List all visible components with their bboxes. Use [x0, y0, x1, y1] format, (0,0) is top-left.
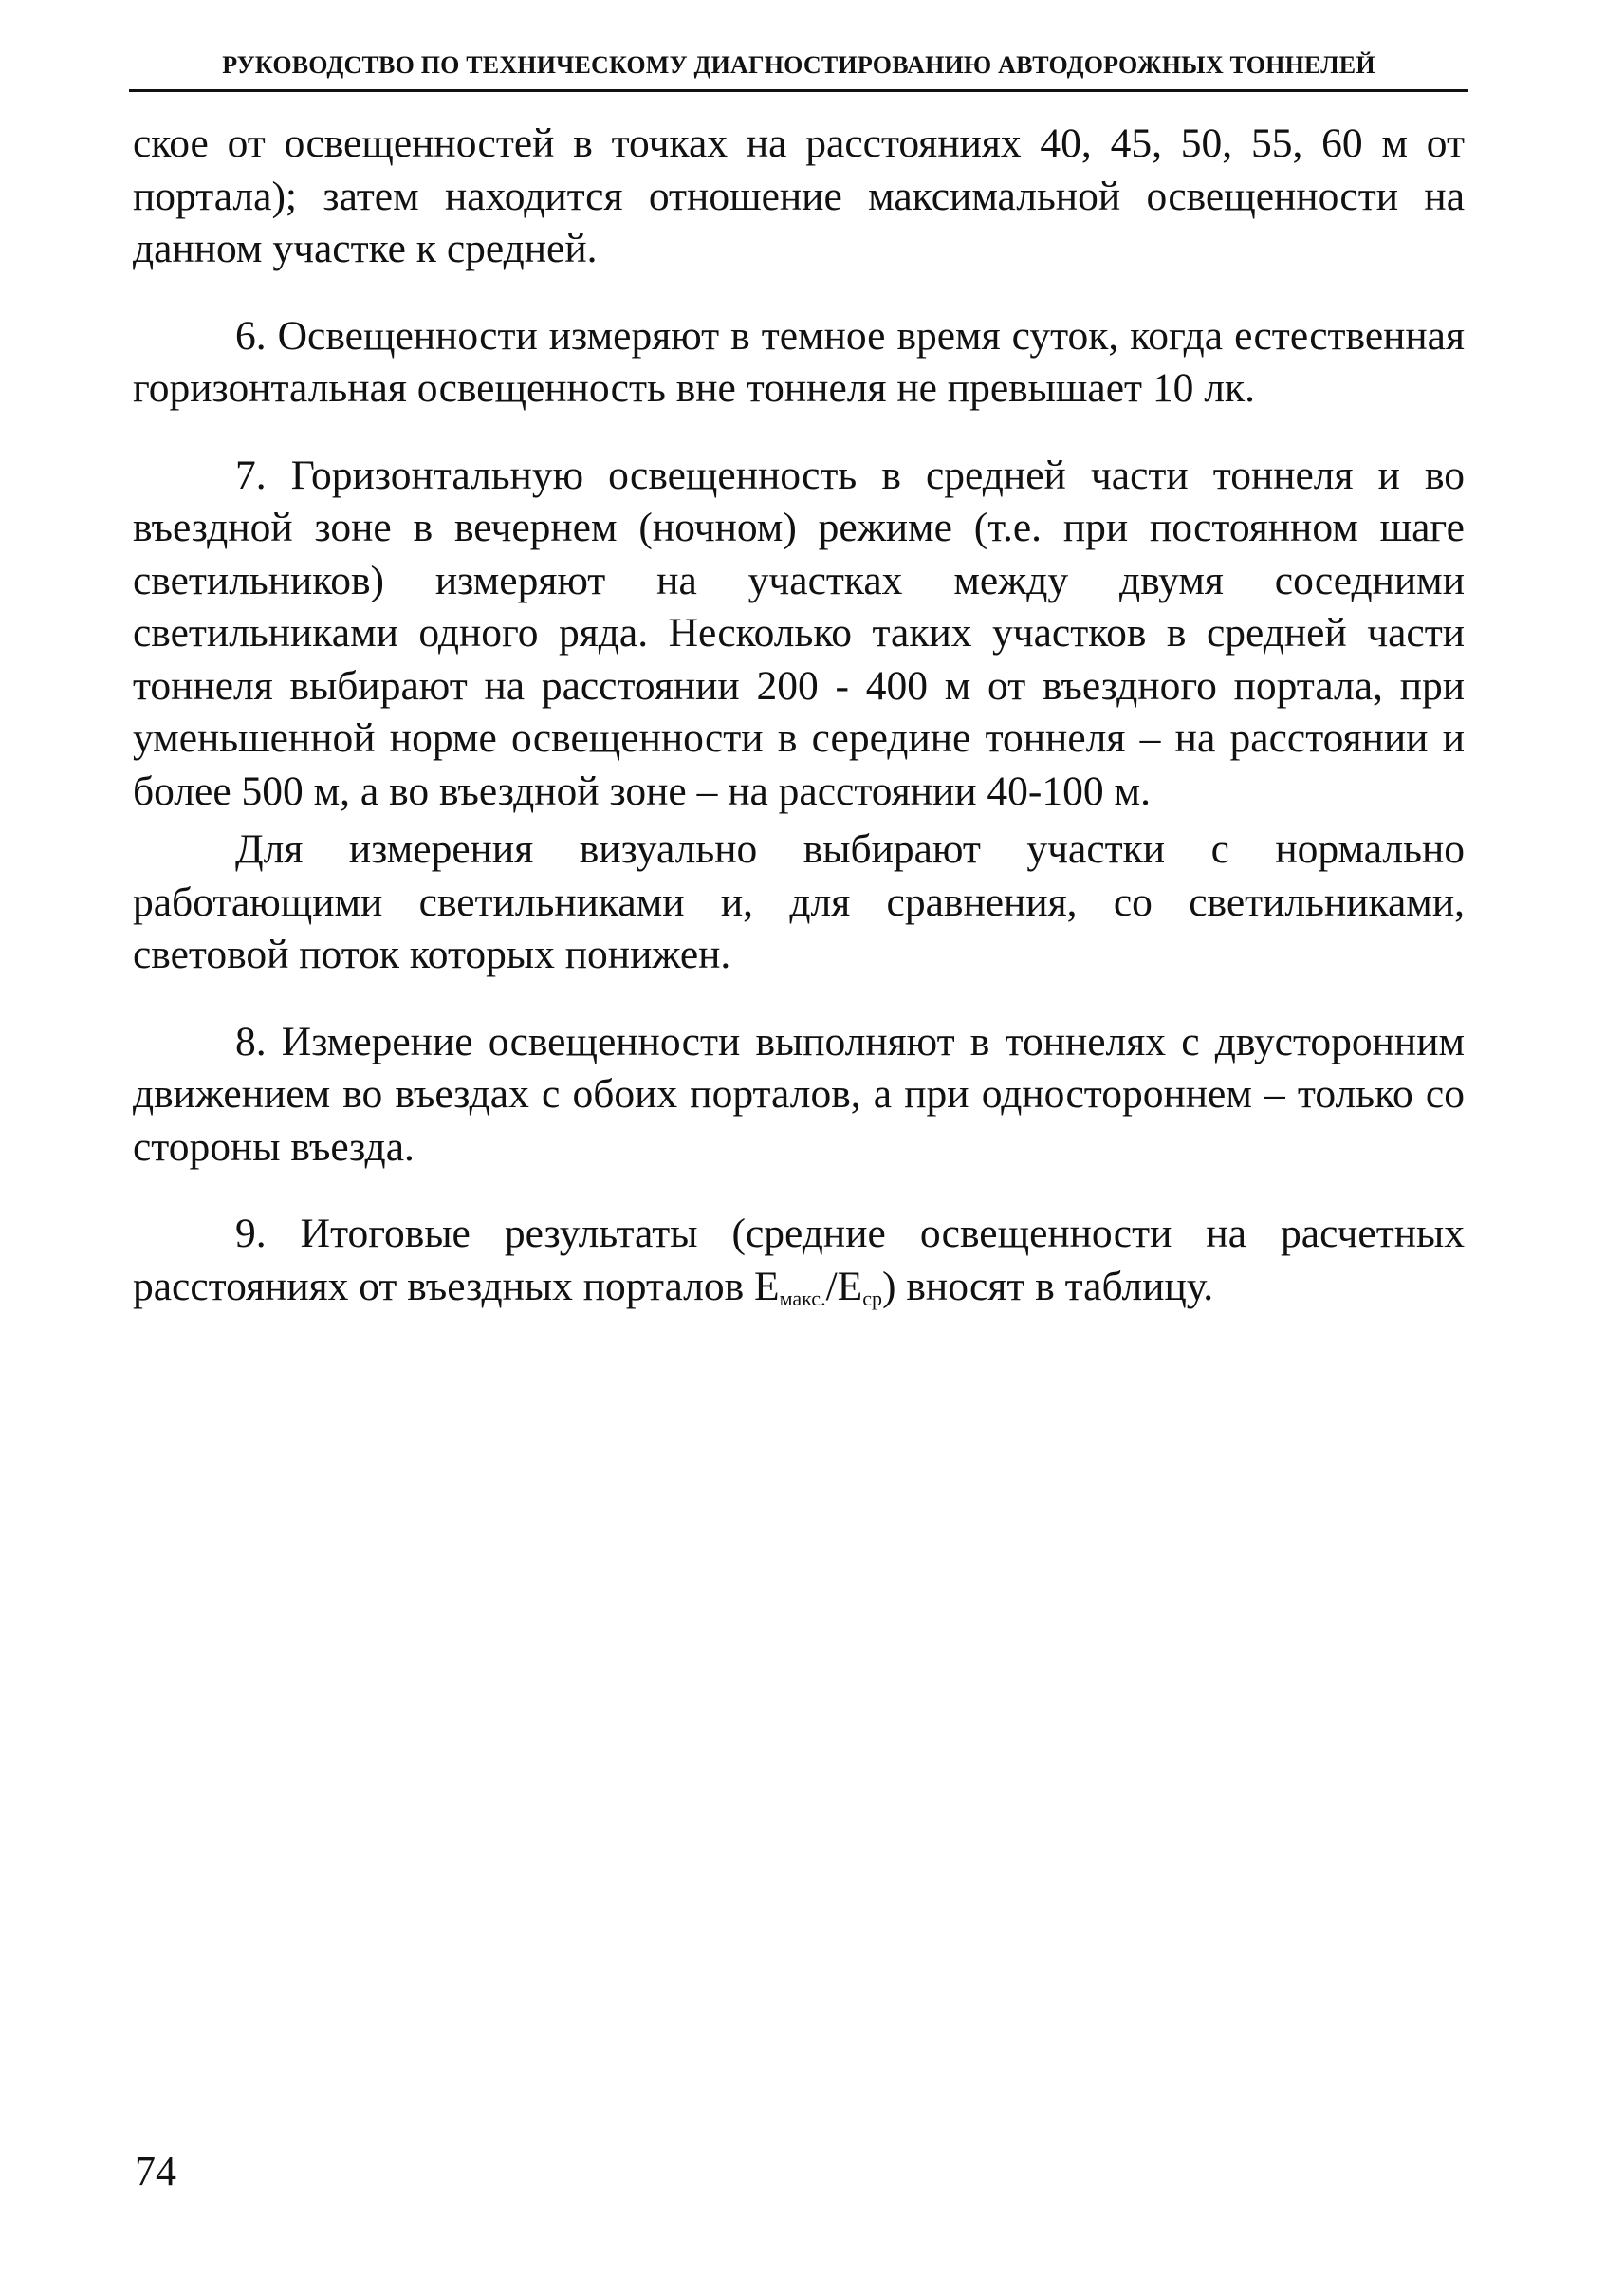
paragraph-9-text-end: ) вносят в таблицу. [882, 1263, 1214, 1309]
paragraph-8: 8. Измерение освещенности выполняют в тоннелях с двусторонним движением во въездах с обоих порталов, а при одностороннем – только со стороны въезда. [133, 1018, 1465, 1170]
paragraph-7: 7. Горизонтальную освещенность в средней части тоннеля и во въездной зоне в вечернем (ночном) режиме (т.е. при постоянном шаге светильников) измеряют на участках между двумя соседними светильниками одного ряда. Несколько таких участков в средней части тоннеля выбирают на расстоянии 200 - 400 м от въездного портала, при уменьшенной норме освещенности в середине тоннеля – на расстоянии и более 500 м, а во въездной зоне – на расстоянии 40-100 м. [133, 452, 1465, 814]
paragraph-9-text-start: 9. Итоговые результаты (средние освещенности на расчетных расстояниях от въездных порталов E [133, 1211, 1465, 1309]
paragraph-6: 6. Освещенности измеряют в темное время суток, когда естественная горизонтальная освещенность вне тоннеля не превышает 10 лк. [133, 312, 1465, 411]
page-number: 74 [135, 2148, 176, 2194]
running-header: РУКОВОДСТВО ПО ТЕХНИЧЕСКОМУ ДИАГНОСТИРОВАНИЮ АВТОДОРОЖНЫХ ТОННЕЛЕЙ [222, 51, 1375, 79]
body-text [133, 118, 1465, 1313]
paragraph-continuation: ское от освещенностей в точках на расстояниях 40, 45, 50, 55, 60 м от портала); затем находится отношение максимальной освещенности на данном участке к средней. [133, 120, 1465, 271]
subscript-max: макс. [779, 1286, 826, 1310]
subscript-avg: ср [862, 1286, 883, 1310]
paragraph-7-continued: Для измерения визуально выбирают участки с нормально работающими светильниками и, для сравнения, со светильниками, световой поток которых понижен. [133, 826, 1465, 977]
paragraph-9 [133, 1208, 1465, 1313]
header-rule [129, 89, 1468, 92]
paragraph-9-text-mid: /E [825, 1263, 863, 1309]
